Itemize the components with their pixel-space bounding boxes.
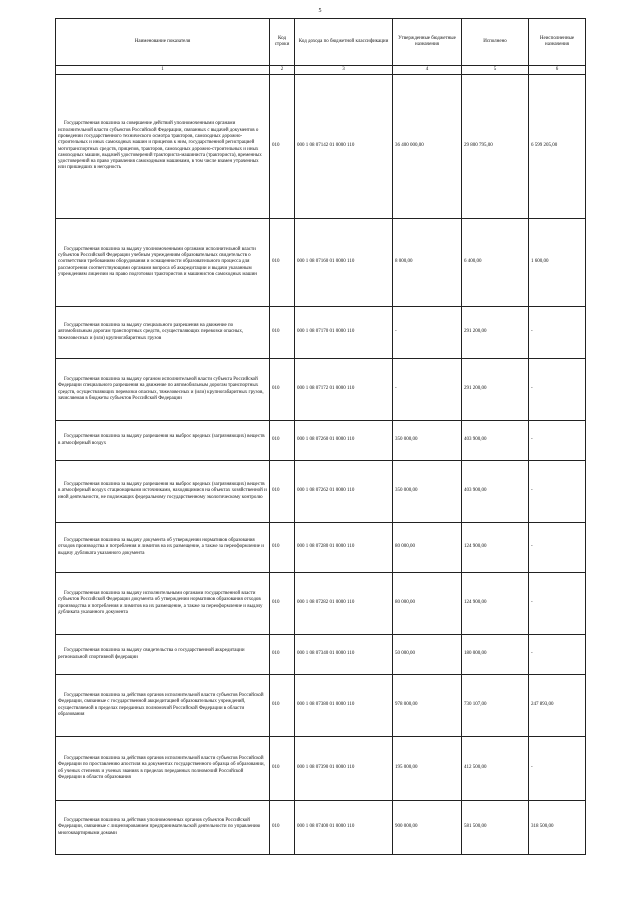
row-name (56, 675, 270, 737)
row-unexecuted: 1 600,00 (529, 219, 586, 307)
row-line-code: 010 (270, 307, 295, 359)
row-budget-code: 000 1 08 07262 01 0000 110 (295, 461, 393, 523)
table-row (56, 801, 586, 855)
row-name (56, 219, 270, 307)
table-body (56, 75, 586, 855)
row-unexecuted: - (529, 737, 586, 801)
row-executed: 180 000,00 (462, 635, 529, 675)
row-line-code: 010 (270, 573, 295, 635)
row-budget-code: 000 1 08 07170 01 0000 110 (295, 307, 393, 359)
row-budget-code: 000 1 08 07280 01 0000 110 (295, 523, 393, 573)
row-approved: 80 000,00 (393, 523, 462, 573)
table-row (56, 675, 586, 737)
row-budget-code: 000 1 08 07400 01 0000 110 (295, 801, 393, 855)
row-name (56, 523, 270, 573)
row-budget-code: 000 1 08 07390 01 0000 110 (295, 737, 393, 801)
table-row (56, 75, 586, 219)
row-name-text: Государственная пошлина за выдачу специального разрешения на движение по автомобильным дорогам транспортных средств, осуществляющих перевозки опасных, тяжеловесных и (или) крупногабаритных грузов (58, 323, 244, 341)
row-unexecuted: - (529, 635, 586, 675)
row-line-code: 010 (270, 219, 295, 307)
row-unexecuted: 6 599 205,00 (529, 75, 586, 219)
row-name-text: Государственная пошлина за выдачу уполномоченными органами исполнительной власти субъектов Российской Федерации учебным учреждениям образовательных свидетельств о соответствии требованиям оборудования и оснащенности образовательного процесса для рассмотрения соответствующими органами вопроса об аккредитации и выдачи указанным учреждениям лицензии на право подготовки трактористов и машинистов самоходных машин (58, 246, 257, 277)
column-number: 5 (462, 66, 529, 75)
column-number: 2 (270, 66, 295, 75)
table-row (56, 359, 586, 421)
row-budget-code: 000 1 08 07172 01 0000 110 (295, 359, 393, 421)
page-number: 5 (318, 8, 322, 14)
row-name (56, 801, 270, 855)
row-unexecuted: 318 500,00 (529, 801, 586, 855)
row-budget-code: 000 1 08 07160 01 0000 110 (295, 219, 393, 307)
row-executed: 29 800 795,00 (462, 75, 529, 219)
row-unexecuted: - (529, 359, 586, 421)
row-name (56, 359, 270, 421)
row-name-text: Государственная пошлина за выдачу исполнительными органами государственной власти субъектов Российской Федерации документа об утверждении нормативов образования отходов производства и потребления и лимитов на их размещение, а также за переоформление и выдачу дубликата указанного документа (58, 590, 263, 615)
row-line-code: 010 (270, 737, 295, 801)
row-executed: 581 500,00 (462, 801, 529, 855)
table-row (56, 737, 586, 801)
table-row (56, 219, 586, 307)
row-unexecuted: - (529, 523, 586, 573)
column-number: 6 (529, 66, 586, 75)
row-approved: 8 000,00 (393, 219, 462, 307)
table-row (56, 461, 586, 523)
row-line-code: 010 (270, 75, 295, 219)
row-name-text: Государственная пошлина за действия уполномоченных органов субъектов Российской Федерации, связанные с лицензированием предпринимательской деятельности по управлению многоквартирными домами (58, 818, 261, 836)
row-name-text: Государственная пошлина за совершение действий уполномоченными органами исполнительной власти субъектов Российской Федерации, связанных с выдачей документов о проведении государственного технического осмотра тракторов, самоходных дорожно-строительных и иных самоходных машин и прицепов к ним, государственной регистрацией мототранспортных средств, прицепов, тракторов, самоходных дорожно-строительных и иных самоходных машин, выдачей удостоверений тракториста-машиниста (тракториста), временных удостоверений на право управления самоходными машинами, в том числе взамен утраченных или пришедших в негодность (58, 121, 262, 171)
row-approved: 900 000,00 (393, 801, 462, 855)
row-name (56, 421, 270, 461)
row-line-code: 010 (270, 523, 295, 573)
row-name (56, 307, 270, 359)
column-number-row (56, 66, 586, 75)
row-name (56, 461, 270, 523)
header-row (56, 19, 586, 66)
row-approved: - (393, 359, 462, 421)
row-line-code: 010 (270, 421, 295, 461)
row-budget-code: 000 1 08 07282 01 0000 110 (295, 573, 393, 635)
row-approved: 350 000,00 (393, 421, 462, 461)
row-unexecuted: 247 893,00 (529, 675, 586, 737)
row-approved: - (393, 307, 462, 359)
row-budget-code: 000 1 08 07380 01 0000 110 (295, 675, 393, 737)
row-unexecuted: - (529, 573, 586, 635)
row-name-text: Государственная пошлина за выдачу разрешения на выброс вредных (загрязняющих) веществ в атмосферный воздух стационарными источниками, находящимися на объектах хозяйственной и иной деятельности, не подлежащих федеральному государственному экологическому контролю (58, 482, 267, 500)
column-number: 3 (295, 66, 393, 75)
row-executed: 124 900,00 (462, 573, 529, 635)
row-name-text: Государственная пошлина за выдачу документа об утверждении нормативов образования отходов производства и потребления и лимитов на их размещение, а также за переоформление и выдачу дубликата указанного документа (58, 538, 264, 556)
row-name (56, 573, 270, 635)
row-name-text: Государственная пошлина за действия органов исполнительной власти субъектов Российской Федерации, связанные с государственной аккредитацией образовательных учреждений, осуществляемой в пределах переданных полномочий Российской Федерации в области образования (58, 692, 264, 717)
header-name: Наименование показателя (56, 19, 270, 66)
row-budget-code: 000 1 08 07142 01 0000 110 (295, 75, 393, 219)
row-name-text: Государственная пошлина за выдачу свидетельства о государственной аккредитации региональной спортивной федерации (58, 648, 245, 660)
header-kbk: Код дохода по бюджетной классификации (295, 19, 393, 66)
header-code: Код строки (270, 19, 295, 66)
table-row (56, 573, 586, 635)
header-unexecuted: Неисполненные назначения (529, 19, 586, 66)
table-row (56, 635, 586, 675)
header-executed: Исполнено (462, 19, 529, 66)
row-approved: 195 000,00 (393, 737, 462, 801)
row-line-code: 010 (270, 461, 295, 523)
row-line-code: 010 (270, 675, 295, 737)
row-approved: 36 400 000,00 (393, 75, 462, 219)
row-name-text: Государственная пошлина за действия органов исполнительной власти субъектов Российской Федерации по проставлению апостиля на документах государственного образца об образовании, об ученых степенях и ученых званиях в пределах переданных полномочий Российской Федерации в области образования (58, 755, 265, 780)
row-executed: 403 900,00 (462, 461, 529, 523)
row-line-code: 010 (270, 801, 295, 855)
row-executed: 124 900,00 (462, 523, 529, 573)
row-name (56, 737, 270, 801)
budget-execution-table (55, 18, 586, 855)
column-number: 1 (56, 66, 270, 75)
column-number: 4 (393, 66, 462, 75)
row-executed: 291 200,00 (462, 307, 529, 359)
row-budget-code: 000 1 08 07260 01 0000 110 (295, 421, 393, 461)
row-executed: 291 200,00 (462, 359, 529, 421)
row-approved: 50 000,00 (393, 635, 462, 675)
row-unexecuted: - (529, 421, 586, 461)
row-line-code: 010 (270, 635, 295, 675)
table-row (56, 421, 586, 461)
row-name (56, 635, 270, 675)
row-executed: 730 107,00 (462, 675, 529, 737)
row-executed: 412 500,00 (462, 737, 529, 801)
row-approved: 350 000,00 (393, 461, 462, 523)
row-name-text: Государственная пошлина за выдачу органом исполнительной власти субъекта Российской Федерации специального разрешения на движение по автомобильным дорогам транспортных средств, осуществляющих перевозки опасных, тяжеловесных и (или) крупногабаритных грузов, зачисляемая в бюджеты субъектов Российской Федерации (58, 376, 264, 401)
row-budget-code: 000 1 08 07340 01 0000 110 (295, 635, 393, 675)
row-unexecuted: - (529, 307, 586, 359)
row-unexecuted: - (529, 461, 586, 523)
row-executed: 6 400,00 (462, 219, 529, 307)
row-approved: 80 000,00 (393, 573, 462, 635)
row-line-code: 010 (270, 359, 295, 421)
header-approved: Утвержденные бюджетные назначения (393, 19, 462, 66)
table-row (56, 523, 586, 573)
row-executed: 403 900,00 (462, 421, 529, 461)
row-name-text: Государственная пошлина за выдачу разрешения на выброс вредных (загрязняющих) веществ в атмосферный воздух (58, 434, 265, 446)
table-row (56, 307, 586, 359)
row-name (56, 75, 270, 219)
row-approved: 978 000,00 (393, 675, 462, 737)
